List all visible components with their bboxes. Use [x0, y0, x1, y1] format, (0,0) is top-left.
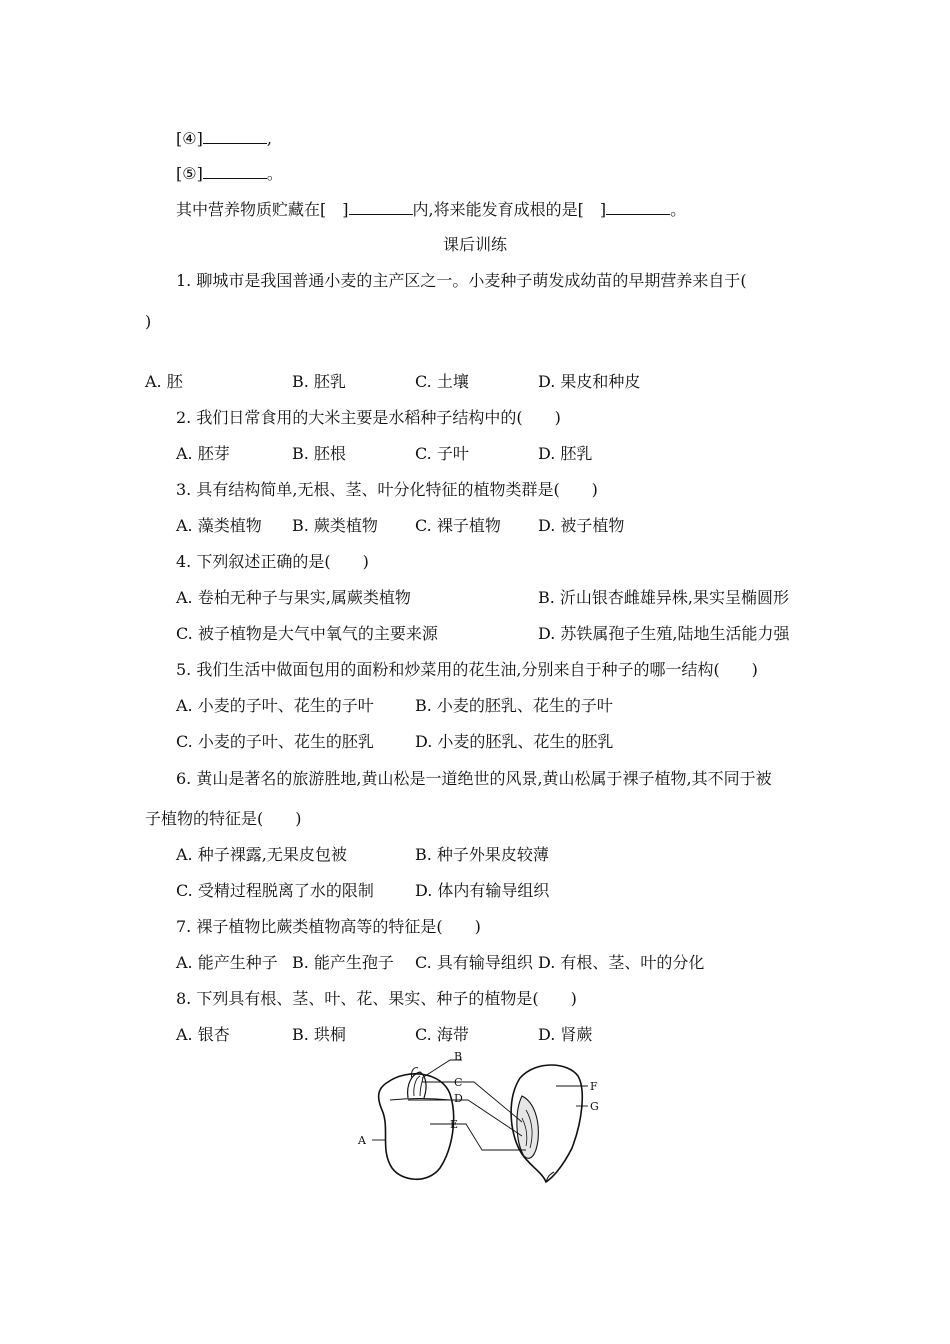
question-8-option-a[interactable]: A. 银杏 — [176, 1025, 230, 1044]
question-6-stem-cont: 子植物的特征是( ) — [145, 809, 302, 828]
fill-line-4 — [176, 128, 272, 150]
fill-line-storage — [176, 199, 686, 221]
question-7-option-d[interactable]: D. 有根、茎、叶的分化 — [538, 953, 705, 972]
question-3-option-a[interactable]: A. 藻类植物 — [176, 516, 262, 535]
question-7-option-c[interactable]: C. 具有输导组织 — [415, 953, 533, 972]
question-6-option-a[interactable]: A. 种子裸露,无果皮包被 — [176, 845, 347, 864]
question-5-option-a[interactable]: A. 小麦的子叶、花生的子叶 — [176, 696, 374, 715]
figure-label-g: G — [590, 1100, 599, 1113]
question-2-option-b[interactable]: B. 胚根 — [292, 444, 346, 463]
answer-blank — [203, 163, 267, 179]
question-5-option-c[interactable]: C. 小麦的子叶、花生的胚乳 — [176, 732, 374, 751]
question-2-option-d[interactable]: D. 胚乳 — [538, 444, 593, 463]
punctuation: 。 — [266, 164, 283, 183]
fill-label-5: [⑤] — [176, 164, 203, 183]
question-3-stem: 3. 具有结构简单,无根、茎、叶分化特征的植物类群是( ) — [176, 480, 598, 499]
question-8-option-c[interactable]: C. 海带 — [415, 1025, 469, 1044]
figure-label-b: B — [454, 1050, 463, 1063]
question-5-stem: 5. 我们生活中做面包用的面粉和炒菜用的花生油,分别来自于种子的哪一结构( ) — [176, 660, 758, 679]
figure-label-a: A — [358, 1134, 366, 1147]
question-8-stem: 8. 下列具有根、茎、叶、花、果实、种子的植物是( ) — [176, 989, 577, 1008]
section-title: 课后训练 — [442, 235, 507, 254]
question-7-option-a[interactable]: A. 能产生种子 — [176, 953, 278, 972]
question-6-stem: 6. 黄山是著名的旅游胜地,黄山松是一道绝世的风景,黄山松属于裸子植物,其不同于被 — [176, 769, 772, 788]
question-8-option-d[interactable]: D. 肾蕨 — [538, 1025, 593, 1044]
question-5-option-b[interactable]: B. 小麦的胚乳、花生的子叶 — [415, 696, 613, 715]
fill-label-4: [④] — [176, 129, 203, 148]
question-2-option-c[interactable]: C. 子叶 — [415, 444, 469, 463]
storage-text-a: 其中营养物质贮藏在[ ] — [176, 200, 349, 219]
question-6-option-d[interactable]: D. 体内有输导组织 — [415, 881, 550, 900]
question-1-stem: 1. 聊城市是我国普通小麦的主产区之一。小麦种子萌发成幼苗的早期营养来自于( — [176, 271, 747, 290]
figure-label-c: C — [454, 1076, 463, 1089]
answer-blank — [203, 128, 267, 144]
corn-embryo — [517, 1096, 538, 1158]
question-8-option-b[interactable]: B. 珙桐 — [292, 1025, 346, 1044]
question-3-option-b[interactable]: B. 蕨类植物 — [292, 516, 378, 535]
storage-text-b: 内,将来能发育成根的是[ ] — [412, 200, 607, 219]
question-1-stem-cont: ) — [145, 312, 152, 331]
figure-label-e: E — [450, 1118, 459, 1131]
plumule-shape — [408, 1072, 426, 1098]
question-1-option-b[interactable]: B. 胚乳 — [292, 372, 346, 391]
question-5-option-d[interactable]: D. 小麦的胚乳、花生的胚乳 — [415, 732, 614, 751]
seed-structure-figure — [350, 1050, 610, 1190]
question-7-stem: 7. 裸子植物比蕨类植物高等的特征是( ) — [176, 917, 481, 936]
figure-label-d: D — [454, 1092, 463, 1105]
question-4-option-b[interactable]: B. 沂山银杏雌雄异株,果实呈椭圆形 — [538, 588, 790, 607]
question-4-stem: 4. 下列叙述正确的是( ) — [176, 552, 369, 571]
question-1-option-d[interactable]: D. 果皮和种皮 — [538, 372, 641, 391]
question-3-option-c[interactable]: C. 裸子植物 — [415, 516, 501, 535]
fill-line-5 — [176, 163, 283, 185]
question-3-option-d[interactable]: D. 被子植物 — [538, 516, 625, 535]
punctuation: 。 — [670, 200, 687, 219]
question-6-option-c[interactable]: C. 受精过程脱离了水的限制 — [176, 881, 374, 900]
answer-blank — [606, 199, 670, 215]
question-6-option-b[interactable]: B. 种子外果皮较薄 — [415, 845, 549, 864]
question-2-stem: 2. 我们日常食用的大米主要是水稻种子结构中的( ) — [176, 408, 561, 427]
bean-seed-outline — [379, 1074, 454, 1179]
question-4-option-c[interactable]: C. 被子植物是大气中氧气的主要来源 — [176, 624, 438, 643]
question-1-option-a[interactable]: A. 胚 — [145, 372, 183, 391]
punctuation: , — [266, 129, 272, 148]
figure-label-f: F — [590, 1080, 598, 1093]
answer-blank — [349, 199, 413, 215]
question-2-option-a[interactable]: A. 胚芽 — [176, 444, 230, 463]
question-4-option-a[interactable]: A. 卷柏无种子与果实,属蕨类植物 — [176, 588, 411, 607]
question-4-option-d[interactable]: D. 苏铁属孢子生殖,陆地生活能力强 — [538, 624, 790, 643]
question-7-option-b[interactable]: B. 能产生孢子 — [292, 953, 394, 972]
question-1-option-c[interactable]: C. 土壤 — [415, 372, 469, 391]
